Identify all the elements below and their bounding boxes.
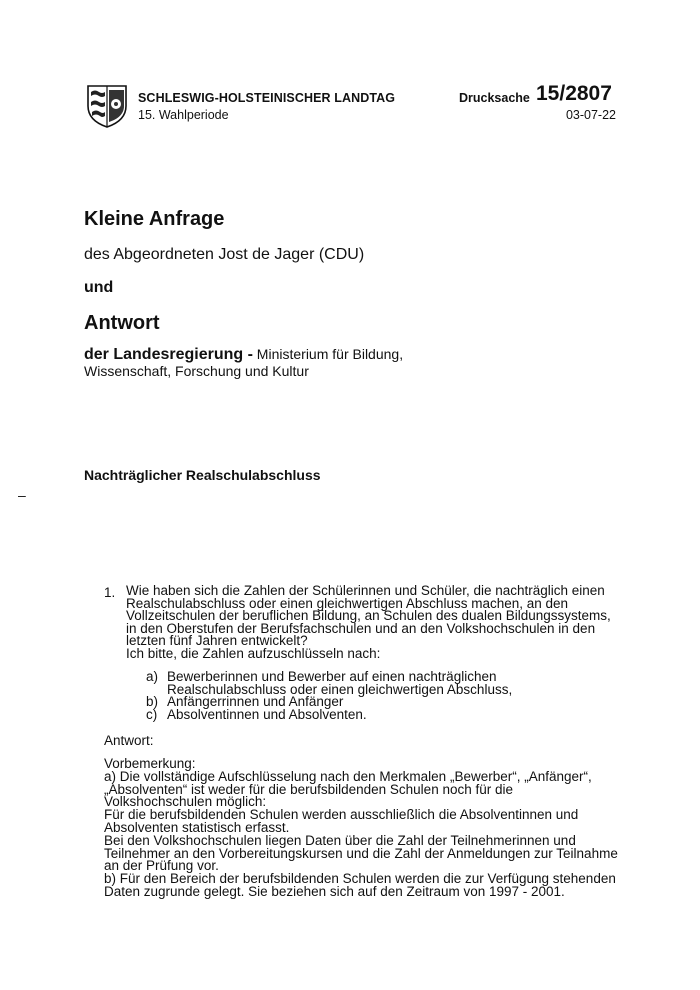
list-item-label: c) [146, 706, 158, 722]
question-number: 1. [104, 585, 116, 600]
question-request: Ich bitte, die Zahlen aufzuschlüsseln nach: [126, 645, 381, 661]
question-list [146, 671, 616, 721]
parliament-name: SCHLESWIG-HOLSTEINISCHER LANDTAG [138, 91, 396, 105]
answer-paragraph: Vorbemerkung: [104, 756, 196, 771]
government-bold: der Landesregierung - [84, 346, 253, 363]
answer-paragraph: b) Für den Bereich der berufsbildenden Schulen werden die zur Verfügung stehenden Daten zugrunde gelegt. Sie beziehen sich auf den Zeitraum von 1997 - 2001. [104, 871, 616, 899]
heading-kleine-anfrage: Kleine Anfrage [84, 208, 225, 230]
list-item-label: b) [146, 694, 159, 710]
question-text [126, 585, 622, 661]
list-item-text: Bewerberinnen und Bewerber auf einen nachträglichen Realschulabschluss oder einen gleichwertigen Abschluss, [167, 669, 513, 697]
heading-antwort: Antwort [84, 312, 160, 334]
answer-label: Antwort: [104, 733, 154, 748]
list-item [146, 706, 616, 722]
drucksache-label: Drucksache [459, 91, 530, 105]
list-item-text: Absolventinnen und Absolventen. [167, 706, 367, 722]
und-line: und [84, 279, 114, 296]
answer-paragraph: a) Die vollständige Aufschlüsselung nach den Merkmalen „Bewerber“, „Anfänger“, „Absolventen“ ist weder für die berufsbildenden Schulen noch für die Volkshochschulen möglich: [104, 768, 592, 810]
margin-dash: – [18, 487, 26, 503]
coat-of-arms-icon [86, 84, 128, 128]
government-line [84, 346, 484, 380]
subject-title: Nachträglicher Realschulabschluss [84, 467, 321, 483]
document-date: 03-07-22 [565, 108, 616, 122]
ministry-name: Ministerium für Bildung, Wissenschaft, Forschung und Kultur [84, 346, 404, 379]
drucksache-number: 15/2807 [536, 82, 612, 105]
list-item [146, 671, 616, 696]
list-item-text: Anfängerrinnen und Anfänger [167, 694, 344, 710]
list-item-label: a) [146, 669, 159, 684]
author-line: des Abgeordneten Jost de Jager (CDU) [84, 246, 365, 263]
answer-paragraph: Bei den Volkshochschulen liegen Daten über die Zahl der Teilnehmerinnen und Teilnehmer an den Vorbereitungskursen und die Zahl der Anmeldungen zur Teilnahme an der Prüfung vor. [104, 832, 618, 874]
question-body: Wie haben sich die Zahlen der Schülerinnen und Schüler, die nachträglich einen Realschulabschluss oder einen gleichwertigen Abschluss machen, an den Vollzeitschulen der beruflichen Bildung, an Schulen des dualen Bildungssystems, in den Oberstufen der Berufsfachschulen und an den Volkshochschulen in den letzten fünf Jahren entwickelt? [126, 583, 611, 649]
answer-body [104, 758, 618, 899]
answer-paragraph: Für die berufsbildenden Schulen werden ausschließlich die Absolventinnen und Absolventen statistisch erfasst. [104, 807, 579, 835]
election-period: 15. Wahlperiode [138, 108, 229, 122]
